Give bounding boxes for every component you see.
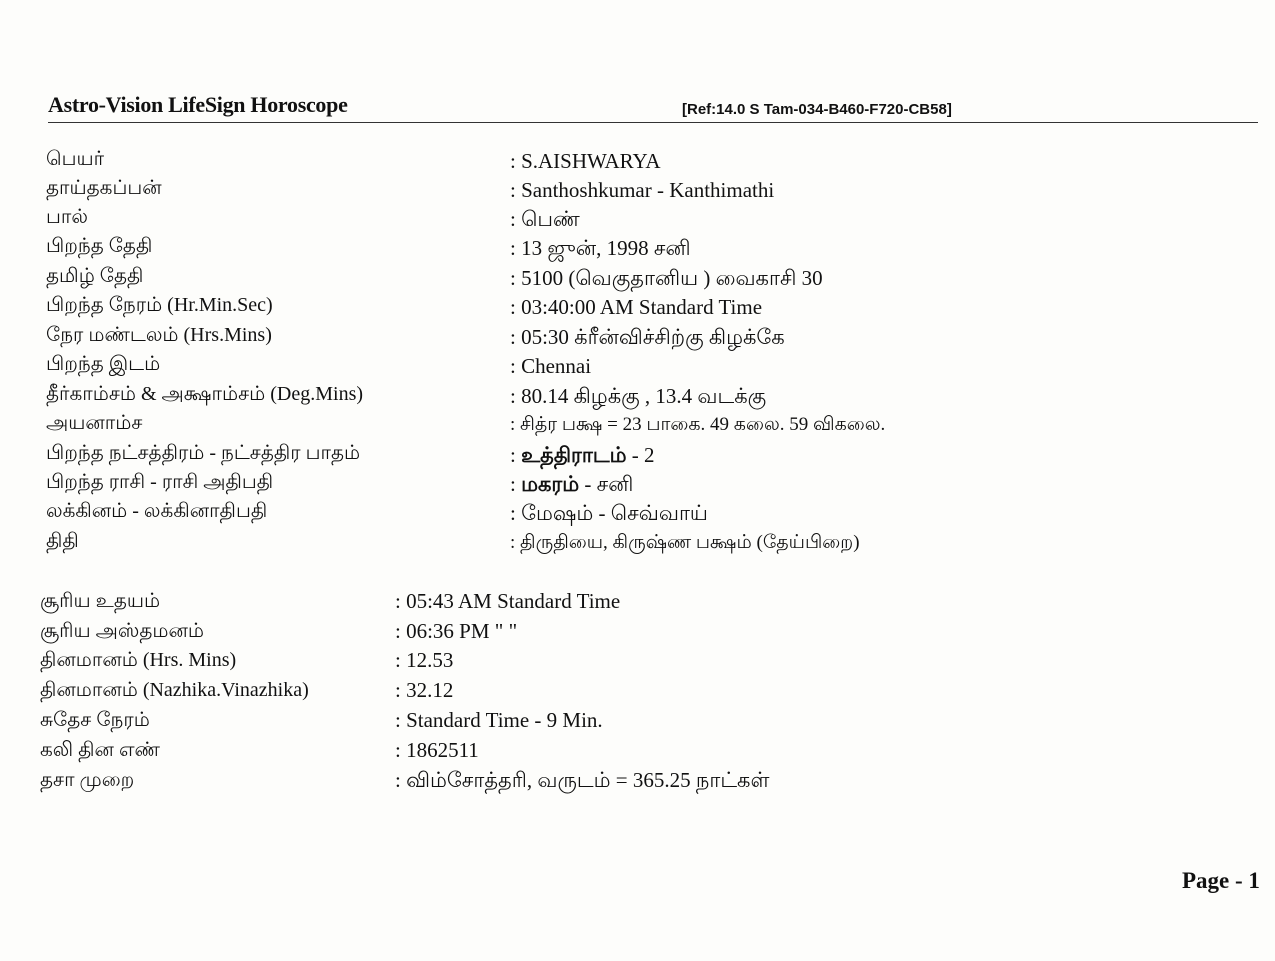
reference-code: [Ref:14.0 S Tam-034-B460-F720-CB58]: [682, 101, 952, 118]
detail-label: பால்: [46, 206, 88, 228]
emphasis-text: உத்திராடம்: [521, 443, 627, 467]
detail-value: : Santhoshkumar - Kanthimathi: [510, 178, 775, 202]
detail-label: பிறந்த நட்சத்திரம் - நட்சத்திர பாதம்: [46, 442, 361, 464]
detail-value: : திருதியை, கிருஷ்ண பக்ஷம் (தேய்பிறை): [510, 532, 860, 553]
sun-value: : Standard Time - 9 Min.: [395, 708, 603, 732]
detail-value: : 80.14 கிழக்கு , 13.4 வடக்கு: [510, 384, 767, 408]
sun-value: : 32.12: [395, 678, 454, 702]
detail-label: லக்கினம் - லக்கினாதிபதி: [46, 500, 268, 522]
emphasis-text: மகரம்: [521, 472, 580, 496]
sun-value: : 05:43 AM Standard Time: [395, 589, 621, 613]
sun-label: தினமானம் (Hrs. Mins): [40, 649, 237, 671]
sun-label: சுதேச நேரம்: [40, 709, 150, 731]
detail-label: பிறந்த ராசி - ராசி அதிபதி: [46, 471, 274, 493]
page-number: Page - 1: [1182, 868, 1260, 893]
sun-label: தினமானம் (Nazhika.Vinazhika): [40, 679, 309, 701]
sun-label: கலி தின எண்: [40, 739, 160, 761]
detail-value: : சித்ர பக்ஷ = 23 பாகை. 49 கலை. 59 விகலை.: [510, 414, 886, 435]
detail-value: : பெண்: [510, 207, 580, 231]
detail-value: : 5100 (வெகுதானிய ) வைகாசி 30: [510, 266, 823, 290]
detail-value: : Chennai: [510, 354, 592, 378]
detail-value: : மேஷம் - செவ்வாய்: [510, 501, 708, 525]
detail-value: : 13 ஜுன், 1998 சனி: [510, 236, 691, 260]
detail-value: : உத்திராடம் - 2: [510, 443, 655, 467]
detail-value: : மகரம் - சனி: [510, 472, 634, 496]
detail-value: : S.AISHWARYA: [510, 149, 661, 173]
sun-label: சூரிய உதயம்: [40, 590, 161, 612]
sun-value: : 06:36 PM " ": [395, 619, 518, 643]
detail-label: பிறந்த தேதி: [46, 235, 153, 257]
detail-label: நேர மண்டலம் (Hrs.Mins): [46, 324, 272, 346]
detail-label: பிறந்த நேரம் (Hr.Min.Sec): [46, 294, 273, 316]
detail-label: பிறந்த இடம்: [46, 353, 161, 375]
detail-label: தமிழ் தேதி: [46, 265, 144, 287]
document-title: Astro-Vision LifeSign Horoscope: [48, 92, 348, 117]
detail-label: பெயர்: [46, 148, 105, 170]
detail-label: தீர்காம்சம் & அக்ஷாம்சம் (Deg.Mins): [46, 383, 364, 405]
detail-label: திதி: [46, 530, 79, 552]
sun-label: தசா முறை: [40, 769, 135, 791]
sun-value: : 12.53: [395, 648, 454, 672]
sun-value: : 1862511: [395, 738, 479, 762]
sun-label: சூரிய அஸ்தமனம்: [40, 620, 205, 642]
detail-value: : 03:40:00 AM Standard Time: [510, 295, 763, 319]
header-divider: [48, 122, 1258, 123]
detail-label: தாய்தகப்பன்: [46, 177, 162, 199]
detail-label: அயனாம்ச: [46, 412, 143, 434]
detail-value: : 05:30 க்ரீன்விச்சிற்கு கிழக்கே: [510, 325, 785, 349]
sun-value: : விம்சோத்தரி, வருடம் = 365.25 நாட்கள்: [395, 768, 770, 792]
